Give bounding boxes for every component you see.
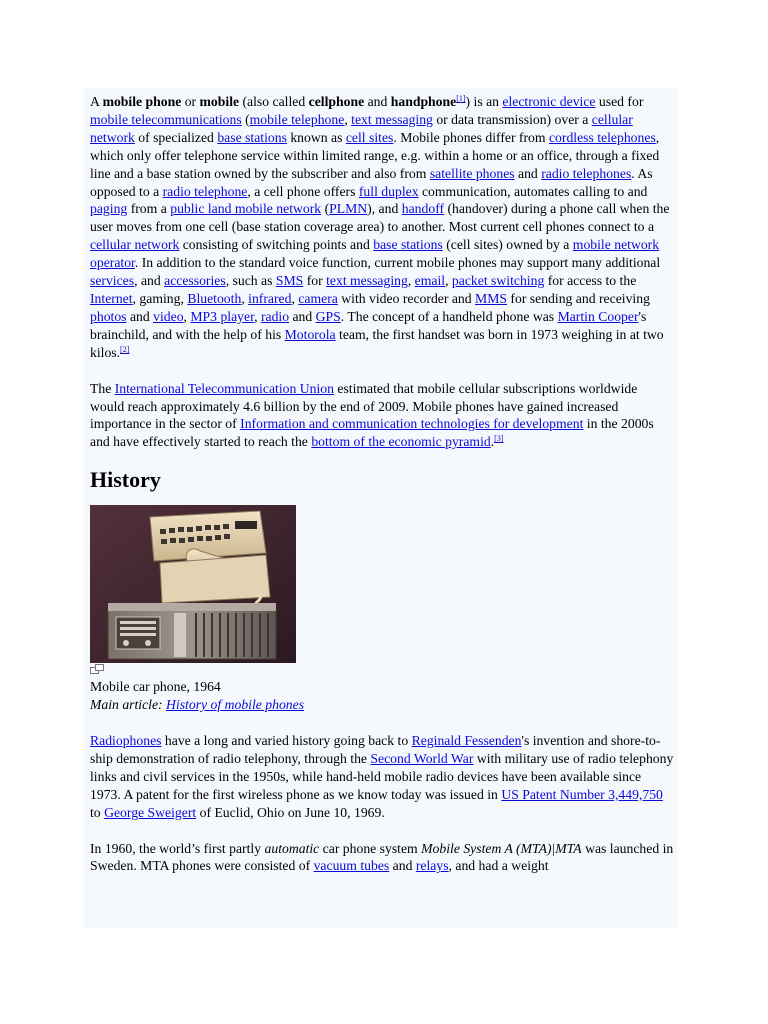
history-paragraph-2: [90, 840, 674, 876]
text-run: (cell sites) owned by a: [442, 237, 573, 253]
text-run: ,: [344, 111, 352, 127]
link-international-telecommunication-union[interactable]: International Telecommunication Union: [114, 380, 334, 396]
text-run: estimated that mobile cellular subscriptions worldwide would reach approximately 4.6 billion by the end of 2009. Mobile phones have gained increased importance in the sector of: [90, 380, 638, 432]
link-vacuum-tubes[interactable]: vacuum tubes: [313, 858, 390, 874]
text-run: 's brainchild, and with the help of his: [90, 308, 647, 342]
link-gps[interactable]: GPS: [315, 308, 341, 324]
intro-paragraph-1: [90, 93, 674, 362]
intro-paragraph-2: [90, 380, 674, 452]
citation-ref: [456, 94, 465, 103]
link-base-stations[interactable]: base stations: [217, 129, 287, 145]
text-run: , and: [134, 273, 165, 289]
link-relays[interactable]: relays: [415, 858, 449, 874]
article-panel: [84, 88, 678, 928]
link-camera[interactable]: camera: [298, 290, 338, 306]
text-run: team, the first handset was born in 1973 weighing in at two kilos.: [90, 326, 664, 360]
section-heading-history: History: [90, 467, 161, 493]
text-run: communication, automates calling to and: [418, 183, 648, 199]
text-run: and: [126, 308, 154, 324]
italic-term: automatic: [264, 840, 320, 856]
text-run: for sending and receiving: [507, 290, 650, 306]
link-reginald-fessenden[interactable]: Reginald Fessenden: [411, 733, 522, 749]
text-run: (: [321, 201, 330, 217]
link-cordless-telephones[interactable]: cordless telephones: [548, 129, 656, 145]
text-run: of Euclid, Ohio on June 10, 1969.: [196, 804, 385, 820]
italic-term: Mobile System A (MTA)|MTA: [421, 840, 582, 856]
link-public-land-mobile-network[interactable]: public land mobile network: [170, 201, 322, 217]
paragraph-gap: [90, 822, 674, 840]
main-article-note: [90, 696, 674, 714]
text-run: in the 2000s and have effectively started to reach the: [90, 416, 654, 450]
text-run: and: [364, 94, 391, 109]
text-run: with video recorder and: [337, 290, 476, 306]
link-radio-telephones[interactable]: radio telephones: [541, 165, 632, 181]
text-run: car phone system: [319, 840, 422, 856]
link-martin-cooper[interactable]: Martin Cooper: [557, 308, 639, 324]
text-run: ,: [183, 308, 191, 324]
link-mms[interactable]: MMS: [475, 290, 507, 306]
link-services[interactable]: services: [90, 273, 135, 289]
text-run: . The concept of a handheld phone was: [340, 308, 558, 324]
paragraph-gap: [90, 714, 674, 732]
link-cellular-network[interactable]: cellular network: [90, 111, 633, 145]
link-plmn[interactable]: PLMN: [329, 201, 368, 217]
text-run: for: [303, 273, 327, 289]
history-paragraph-1: [90, 732, 674, 822]
text-run: ,: [291, 290, 299, 306]
link-bluetooth[interactable]: Bluetooth: [187, 290, 242, 306]
text-run: .: [490, 434, 495, 450]
citation-link[interactable]: [2]: [120, 344, 130, 354]
text-run: was launched in Sweden. MTA phones were consisted of: [90, 840, 674, 874]
link-base-stations[interactable]: base stations: [373, 237, 443, 253]
link-information-and-communication-technologies-for-development[interactable]: Information and communication technologies for development: [240, 416, 584, 432]
citation-ref: [494, 434, 503, 443]
link-photos[interactable]: photos: [90, 308, 127, 324]
text-run: . Mobile phones differ from: [393, 129, 549, 145]
link-radiophones[interactable]: Radiophones: [90, 733, 162, 749]
text-run: and: [514, 165, 542, 181]
text-run: ,: [407, 273, 415, 289]
text-run: . As opposed to a: [90, 165, 653, 199]
text-run: (handover) during a phone call when the user moves from one cell (base station coverage area) to another. Most current cell phones connect to a: [90, 201, 670, 235]
link-us-patent-number-3-449-750[interactable]: US Patent Number 3,449,750: [501, 786, 663, 802]
text-run: (: [241, 111, 250, 127]
citation-link[interactable]: [3]: [494, 434, 504, 444]
text-run: known as: [286, 129, 346, 145]
text-run: and: [289, 308, 316, 324]
main-article-link[interactable]: History of mobile phones: [166, 697, 305, 713]
link-mobile-telecommunications[interactable]: mobile telecommunications: [90, 111, 242, 127]
text-run: , which only offer telephone service within limited range, e.g. within a home or an office, through a fixed line and a base station owned by the subscriber and also from: [90, 129, 660, 181]
text-run: with military use of radio telephony links and civil services in the 1950s, while hand-held mobile radio devices have been available since 1973. A patent for the first wireless phone as we know today was issued in: [90, 750, 674, 802]
link-handoff[interactable]: handoff: [401, 201, 445, 217]
link-infrared[interactable]: infrared: [248, 290, 292, 306]
link-george-sweigert[interactable]: George Sweigert: [104, 804, 197, 820]
text-run: ,: [445, 273, 452, 289]
text-run: ,: [241, 290, 249, 306]
link-sms[interactable]: SMS: [275, 273, 304, 289]
text-run: . In addition to the standard voice function, current mobile phones may support many additional: [134, 255, 661, 271]
bold-term: mobile phone: [102, 94, 182, 109]
link-text-messaging[interactable]: text messaging: [326, 273, 408, 289]
text-run: and: [389, 858, 416, 874]
citation-ref: [120, 345, 129, 354]
link-text-messaging[interactable]: text messaging: [351, 111, 433, 127]
enlarge-icon[interactable]: [90, 664, 104, 674]
text-run: , and had a weight: [448, 858, 549, 874]
car-phone-illustration: [90, 505, 296, 663]
text-run: The: [90, 380, 115, 396]
link-satellite-phones[interactable]: satellite phones: [429, 165, 515, 181]
paragraph-gap: [90, 362, 674, 380]
link-packet-switching[interactable]: packet switching: [451, 273, 545, 289]
text-run: In 1960, the world’s first partly: [90, 840, 265, 856]
text-run: A: [90, 94, 103, 109]
link-mp3-player[interactable]: MP3 player: [190, 308, 255, 324]
link-email[interactable]: email: [414, 273, 446, 289]
text-run: ), and: [367, 201, 402, 217]
link-radio[interactable]: radio: [260, 308, 290, 324]
text-run: , gaming,: [132, 290, 188, 306]
text-run: consisting of switching points and: [179, 237, 374, 253]
link-video[interactable]: video: [153, 308, 184, 324]
text-run: of specialized: [134, 129, 218, 145]
text-run: to: [90, 804, 105, 820]
main-article-label: Main article:: [90, 697, 167, 713]
link-cellular-network[interactable]: cellular network: [90, 237, 180, 253]
link-bottom-of-the-economic-pyramid[interactable]: bottom of the economic pyramid: [311, 434, 491, 450]
text-run: , such as: [225, 273, 276, 289]
bold-term: cellphone: [308, 94, 365, 109]
bold-term: mobile: [199, 94, 240, 109]
link-paging[interactable]: paging: [90, 201, 128, 217]
link-electronic-device[interactable]: electronic device: [502, 94, 596, 109]
image-caption: Mobile car phone, 1964: [90, 679, 221, 695]
link-full-duplex[interactable]: full duplex: [358, 183, 419, 199]
text-run: or data transmission) over a: [432, 111, 592, 127]
text-run: ) is an: [465, 94, 503, 109]
link-radio-telephone[interactable]: radio telephone: [162, 183, 248, 199]
text-run: 's invention and shore-to-ship demonstration of radio telephony, through the: [90, 733, 661, 766]
link-cell-sites[interactable]: cell sites: [345, 129, 394, 145]
link-motorola[interactable]: Motorola: [284, 326, 336, 342]
text-run: for access to the: [544, 273, 637, 289]
text-run: used for: [595, 94, 644, 109]
text-run: (also called: [239, 94, 309, 109]
text-run: , a cell phone offers: [247, 183, 359, 199]
link-mobile-telephone[interactable]: mobile telephone: [249, 111, 345, 127]
text-run: ,: [254, 308, 261, 324]
text-run: have a long and varied history going back to: [161, 733, 412, 749]
link-accessories[interactable]: accessories: [164, 273, 226, 289]
link-internet[interactable]: Internet: [90, 290, 133, 306]
link-mobile-network-operator[interactable]: mobile network operator: [90, 237, 660, 271]
text-run: from a: [127, 201, 171, 217]
mobile-car-phone-image[interactable]: [90, 505, 296, 663]
bold-term: handphone: [390, 94, 457, 109]
text-run: or: [181, 94, 200, 109]
article-body: [90, 93, 674, 875]
citation-link[interactable]: [1]: [456, 94, 466, 103]
link-second-world-war[interactable]: Second World War: [370, 750, 474, 766]
